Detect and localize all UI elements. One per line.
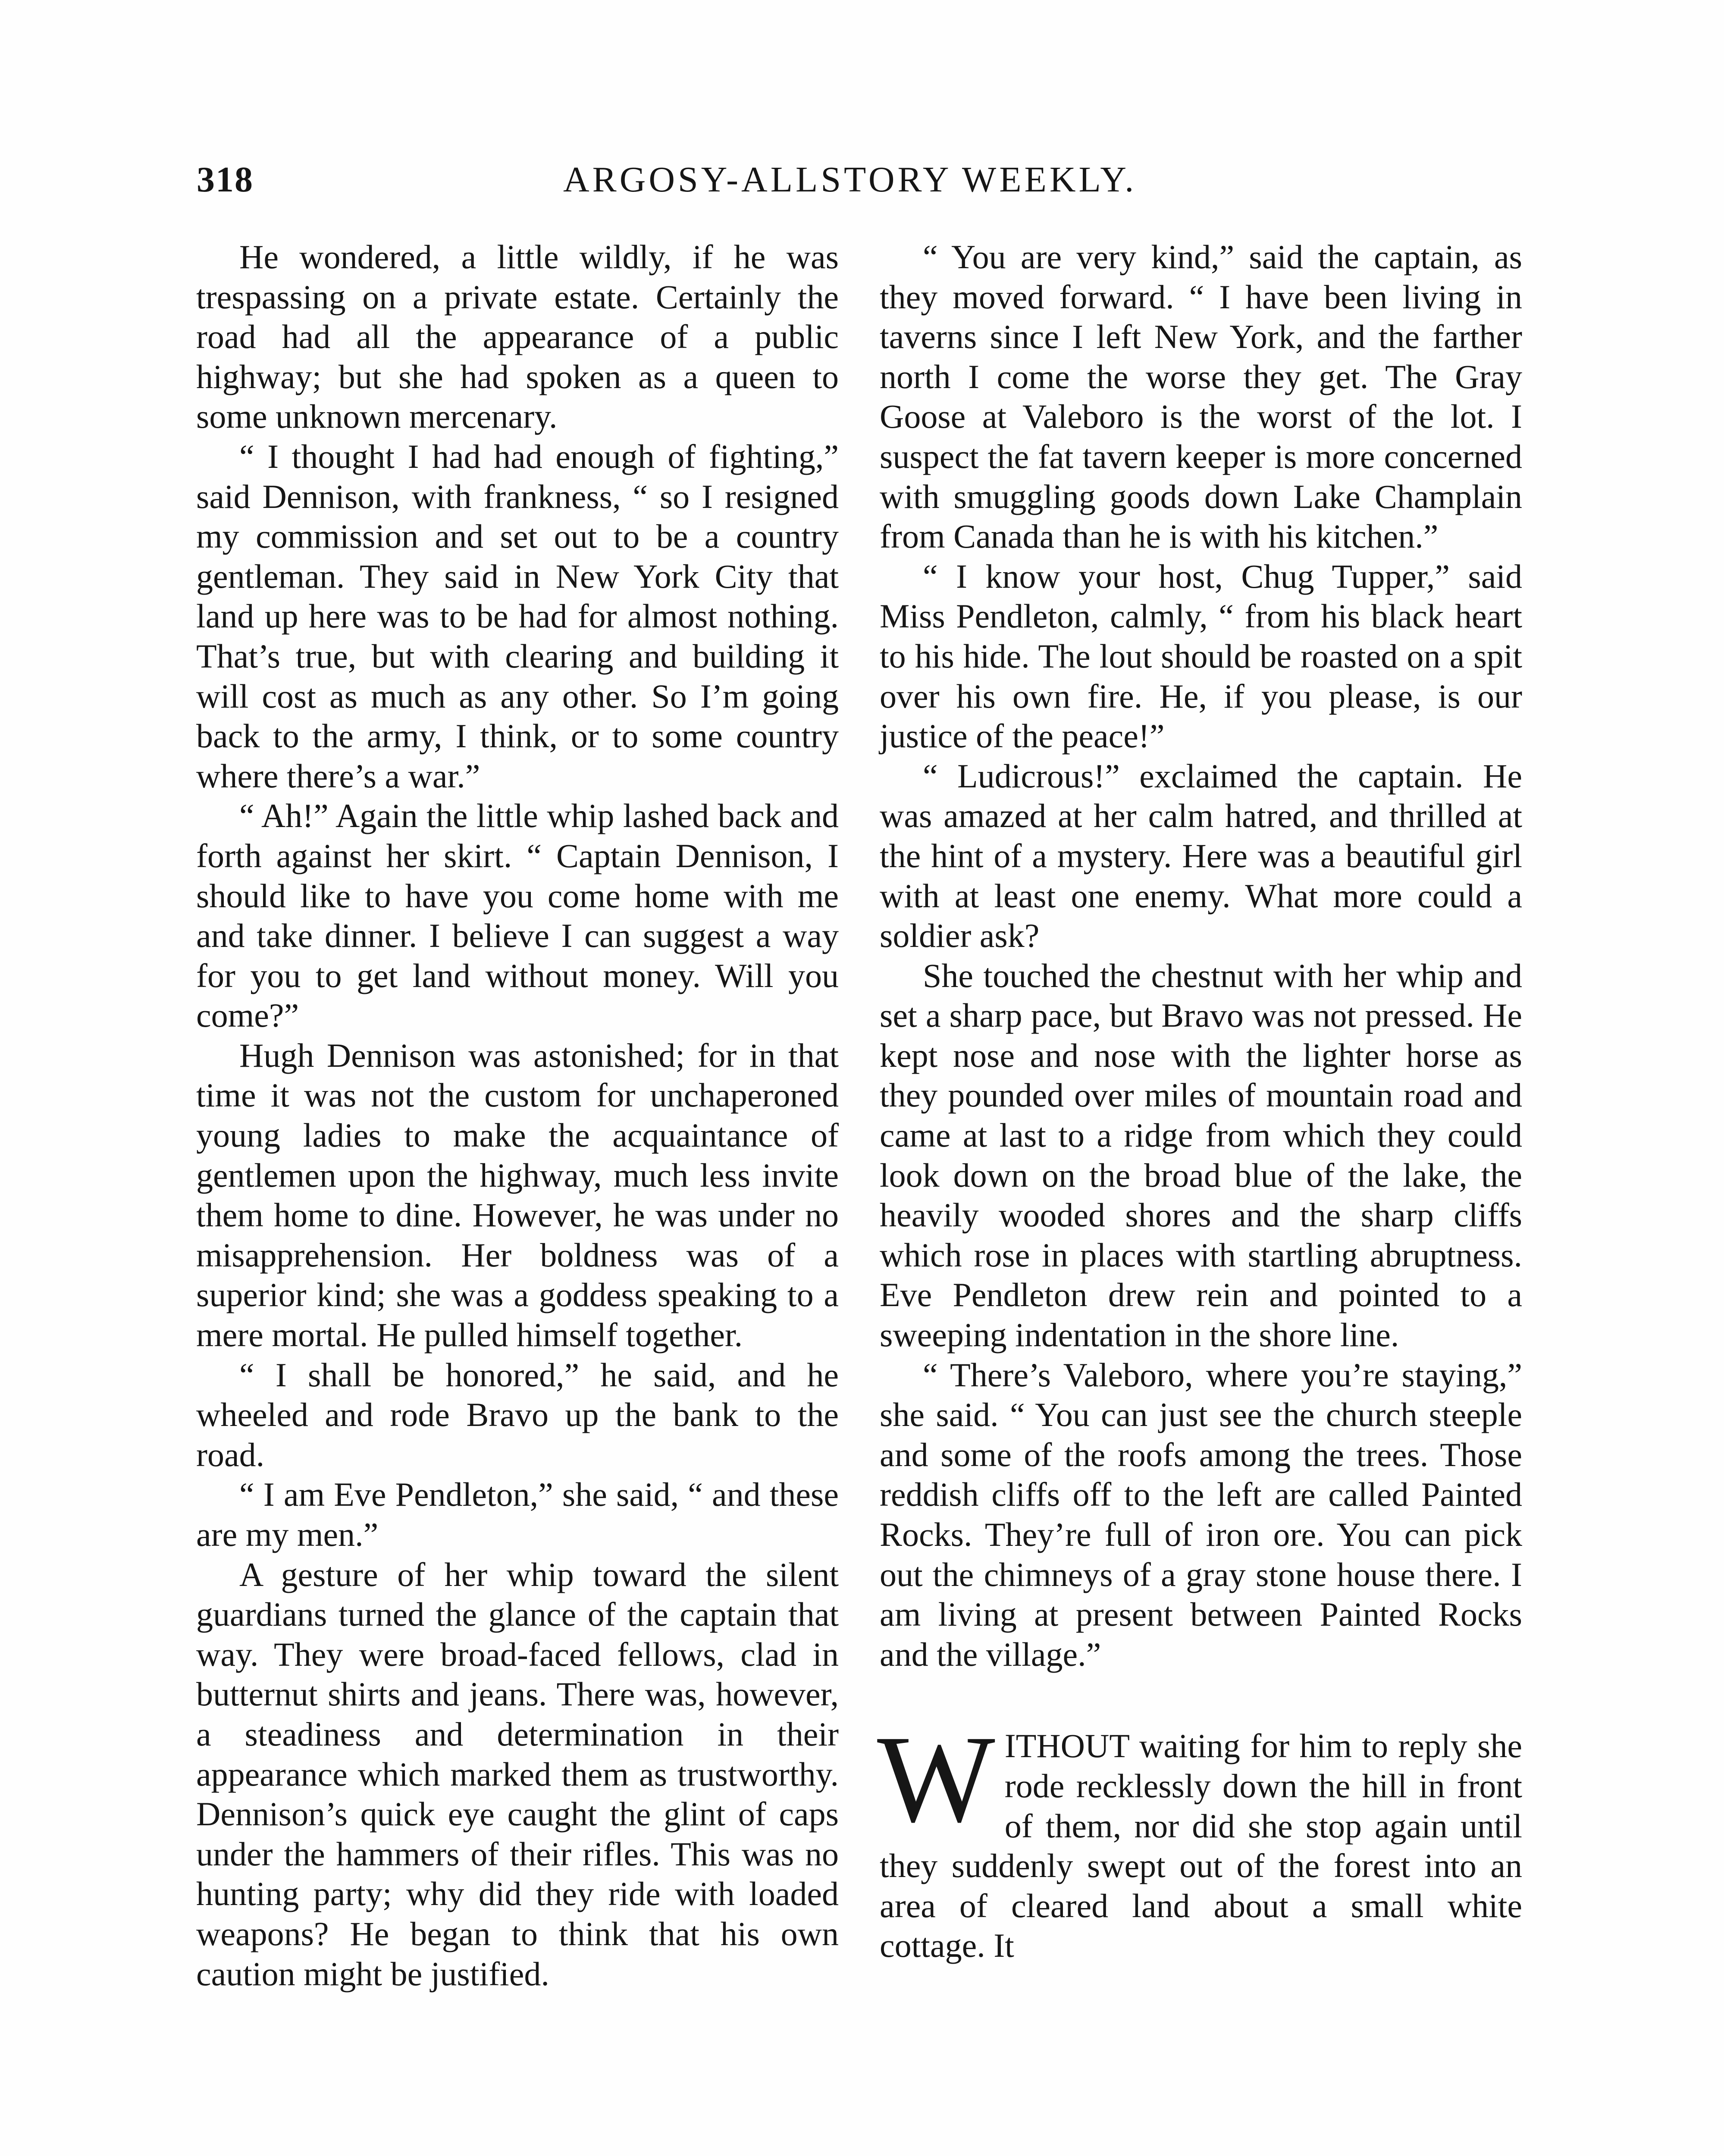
section-opening-text: ITHOUT waiting for him to reply she rode recklessly down the hill in front of them, nor did she stop again until they suddenly swept out of the forest into an area of cleared land about a small white cottage. It (880, 1727, 1522, 1965)
paragraph: “ I am Eve Pendleton,” she said, “ and these are my men.” (196, 1476, 839, 1553)
paragraph: “ I thought I had had enough of fighting,” said Dennison, with frankness, “ so I resigned my commission and set out to be a country gentleman. They said in New York City that land up here was to be had for almost nothing. That’s true, but with clearing and building it will cost as much as any other. So I’m going back to the army, I think, or to some country where there’s a war.” (196, 437, 839, 795)
paragraph: “ I know your host, Chug Tupper,” said Miss Pendleton, calmly, “ from his black heart to his hide. The lout should be roasted on a spit over his own fire. He, if you please, is our justice of the peace!” (880, 557, 1522, 755)
paragraph: She touched the chestnut with her whip and set a sharp pace, but Bravo was not pressed. He kept nose and nose with the lighter horse as they pounded over miles of mountain road and came at last to a ridge from which they could look down on the broad blue of the lake, the heavily wooded shores and the sharp cliffs which rose in places with startling abruptness. Eve Pendleton drew rein and pointed to a sweeping indentation in the shore line. (880, 956, 1522, 1354)
running-title: ARGOSY-ALLSTORY WEEKLY. (563, 160, 1137, 200)
paragraph: “ You are very kind,” said the captain, as they moved forward. “ I have been living in taverns since I left New York, and the farther north I come the worse they get. The Gray Goose at Valeboro is the worst of the lot. I suspect the fat tavern keeper is more concerned with smuggling goods down Lake Champlain from Canada than he is with his kitchen.” (880, 238, 1522, 555)
paragraph: A gesture of her whip toward the silent guardians turned the glance of the captain that way. They were broad-faced fellows, clad in butternut shirts and jeans. There was, however, a steadiness and determination in their appearance which marked them as trustworthy. Dennison’s quick eye caught the glint of caps under the hammers of their rifles. This was no hunting party; why did they ride with loaded weapons? He began to think that his own caution might be justified. (196, 1555, 839, 1993)
paragraph: “ I shall be honored,” he said, and he wheeled and rode Bravo up the bank to the road. (196, 1356, 839, 1473)
paragraph: “ Ludicrous!” exclaimed the captain. He was amazed at her calm hatred, and thrilled at the hint of a mystery. Here was a beautiful girl with at least one enemy. What more could a soldier ask? (880, 757, 1522, 955)
page-header (197, 159, 1533, 215)
section-opening-paragraph (877, 1710, 1522, 1966)
paragraph: “ Ah!” Again the little whip lashed back and forth against her skirt. “ Captain Dennison, I should like to have you come home with me and take dinner. I believe I can suggest a way for you to get land without money. Will you come?” (196, 797, 839, 1034)
page-number: 318 (197, 160, 254, 200)
left-column (196, 237, 839, 1994)
paragraph: Hugh Dennison was astonished; for in that time it was not the custom for unchaperoned young ladies to make the acquaintance of gentlemen upon the highway, much less invite them home to dine. However, he was under no misapprehension. Her boldness was of a superior kind; she was a goddess speaking to a mere mortal. He pulled himself together. (196, 1036, 839, 1354)
paragraph: He wondered, a little wildly, if he was trespassing on a private estate. Certainly the road had all the appearance of a public highway; but she had spoken as a queen to some unknown mercenary. (196, 238, 839, 436)
paragraph: “ There’s Valeboro, where you’re staying,” she said. “ You can just see the church steeple and some of the roofs among the trees. Those reddish cliffs off to the left are called Painted Rocks. They’re full of iron ore. You can pick out the chimneys of a gray stone house there. I am living at present between Painted Rocks and the village.” (880, 1356, 1522, 1673)
right-column (877, 237, 1522, 1966)
drop-cap: W (877, 1710, 995, 1849)
